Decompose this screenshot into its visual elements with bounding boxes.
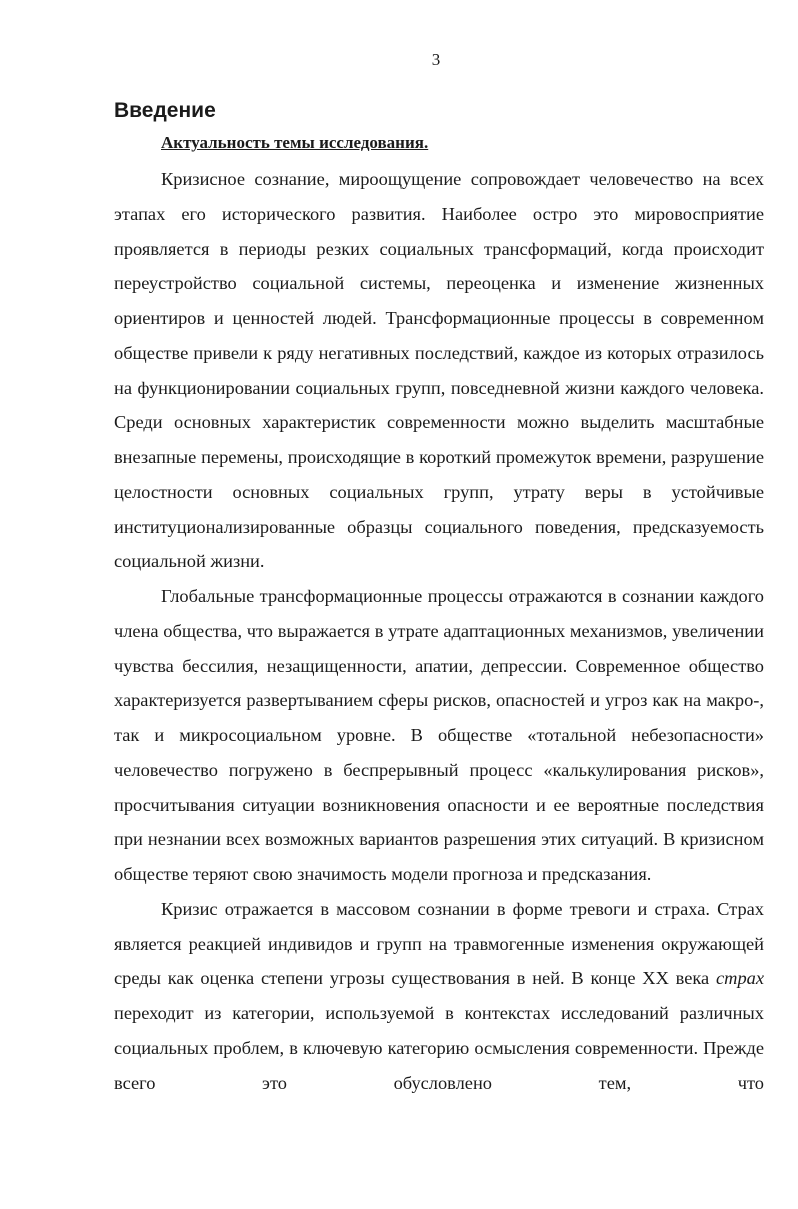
paragraph-text: Кризис отражается в массовом сознании в форме тревоги и страха. Страх является реакцией индивидов и групп на травмогенные изменения окружающей среды как оценка степени угрозы существования в ней. В конце XX века: [114, 898, 764, 989]
body-text: [114, 162, 764, 1100]
paragraph: [114, 892, 764, 1101]
paragraph: Глобальные трансформационные процессы отражаются в сознании каждого члена общества, что выражается в утрате адаптационных механизмов, увеличении чувства бессилия, незащищенности, апатии, депрессии. Современное общество характеризуется развертыванием сферы рисков, опасностей и угроз как на макро-, так и микросоциальном уровне. В обществе «тотальной небезопасности» человечество погружено в беспрерывный процесс «калькулирования рисков», просчитывания ситуации возникновения опасности и ее вероятные последствия при незнании всех возможных вариантов разрешения этих ситуаций. В кризисном обществе теряют свою значимость модели прогноза и предсказания.: [114, 586, 764, 884]
paragraph-text: переходит из категории, используемой в контекстах исследований различных социальных проблем, в ключевую категорию осмысления современности. Прежде всего это обусловлено тем, что: [114, 1003, 764, 1093]
paragraph: Кризисное сознание, мироощущение сопровождает человечество на всех этапах его исторического развития. Наиболее остро это мировосприятие проявляется в периоды резких социальных трансформаций, когда происходит переустройство социальной системы, переоценка и изменение жизненных ориентиров и ценностей людей. Трансформационные процессы в современном обществе привели к ряду негативных последствий, каждое из которых отразилось на функционировании социальных групп, повседневной жизни каждого человека. Среди основных характеристик современности можно выделить масштабные внезапные перемены, происходящие в короткий промежуток времени, разрушение целостности основных социальных групп, утрату веры в устойчивые институционализированные образцы социального поведения, предсказуемость социальной жизни.: [114, 169, 764, 572]
emphasized-term: страх: [716, 968, 764, 989]
page-number: 3: [431, 50, 441, 69]
subsection-heading: Актуальность темы исследования.: [161, 133, 429, 152]
section-heading: Введение: [114, 99, 216, 122]
